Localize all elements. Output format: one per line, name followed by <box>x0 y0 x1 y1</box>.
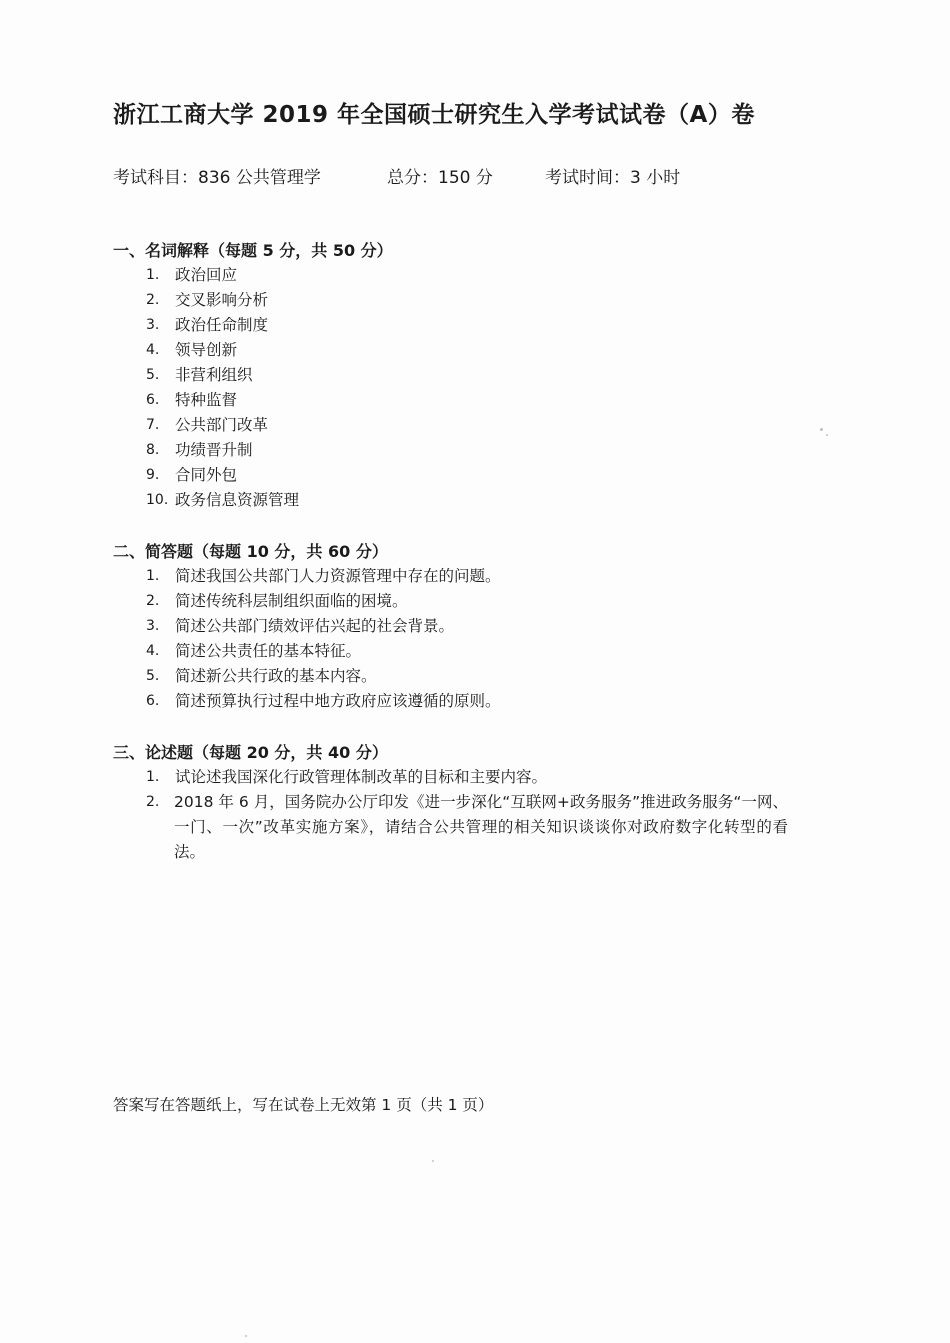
section-short-answer <box>113 539 813 714</box>
question-item <box>113 790 813 865</box>
question-number: 3. <box>146 317 160 333</box>
question-number: 10. <box>146 492 169 508</box>
question-item <box>113 413 813 438</box>
scan-speck <box>245 1335 247 1337</box>
question-text: 政务信息资源管理 <box>175 491 300 509</box>
question-number: 1. <box>146 769 160 785</box>
question-number: 1. <box>146 267 160 283</box>
question-number: 4. <box>146 643 160 659</box>
question-number: 8. <box>146 442 160 458</box>
scan-speck <box>826 434 828 436</box>
scan-speck <box>432 1160 434 1162</box>
question-text: 简述新公共行政的基本内容。 <box>175 667 377 685</box>
question-item <box>113 463 813 488</box>
exam-subject: 考试科目：836 公共管理学 <box>113 168 321 188</box>
section-essay <box>113 740 813 865</box>
question-item <box>113 639 813 664</box>
question-number: 2. <box>146 593 160 609</box>
question-number: 6. <box>146 392 160 408</box>
question-item <box>113 438 813 463</box>
question-number: 2. <box>146 292 160 308</box>
question-number: 2. <box>146 794 160 810</box>
question-item <box>113 765 813 790</box>
question-item <box>113 288 813 313</box>
question-text: 简述传统科层制组织面临的困境。 <box>175 592 408 610</box>
question-text: 政治任命制度 <box>175 316 269 334</box>
question-number: 3. <box>146 618 160 634</box>
question-item <box>113 388 813 413</box>
question-list <box>113 765 813 865</box>
section-term-definitions <box>113 238 813 513</box>
question-number: 5. <box>146 367 160 383</box>
question-item <box>113 664 813 689</box>
question-text: 简述公共责任的基本特征。 <box>175 642 362 660</box>
question-number: 4. <box>146 342 160 358</box>
question-item <box>113 263 813 288</box>
exam-duration: 考试时间：3 小时 <box>545 168 681 188</box>
section-heading: 一、名词解释（每题 5 分，共 50 分） <box>113 241 393 260</box>
question-text: 领导创新 <box>175 341 238 359</box>
page-footer: 答案写在答题纸上，写在试卷上无效第 1 页（共 1 页） <box>113 1096 494 1114</box>
scan-speck <box>820 428 823 431</box>
question-text: 公共部门改革 <box>175 416 269 434</box>
question-item <box>113 338 813 363</box>
question-item <box>113 589 813 614</box>
exam-total-score: 总分：150 分 <box>387 168 493 188</box>
question-number: 7. <box>146 417 160 433</box>
question-number: 5. <box>146 668 160 684</box>
question-item <box>113 363 813 388</box>
question-text: 2018 年 6 月，国务院办公厅印发《进一步深化“互联网+政务服务”推进政务服务“一网、一门、一次”改革实施方案》，请结合公共管理的相关知识谈谈你对政府数字化转型的看法。 <box>174 793 788 861</box>
question-item <box>113 689 813 714</box>
page-title: 浙江工商大学 2019 年全国硕士研究生入学考试试卷（A）卷 <box>113 102 755 128</box>
question-text: 简述我国公共部门人力资源管理中存在的问题。 <box>175 567 501 585</box>
section-heading: 二、简答题（每题 10 分，共 60 分） <box>113 542 388 561</box>
question-text: 功绩晋升制 <box>175 441 253 459</box>
section-heading: 三、论述题（每题 20 分，共 40 分） <box>113 743 388 762</box>
question-item <box>113 614 813 639</box>
question-list <box>113 263 813 513</box>
question-text: 简述公共部门绩效评估兴起的社会背景。 <box>175 617 455 635</box>
question-text: 交叉影响分析 <box>175 291 269 309</box>
question-item <box>113 313 813 338</box>
question-item <box>113 488 813 513</box>
question-number: 1. <box>146 568 160 584</box>
question-text: 政治回应 <box>175 266 238 284</box>
question-list <box>113 564 813 714</box>
question-text: 合同外包 <box>175 466 238 484</box>
question-item <box>113 564 813 589</box>
question-text: 试论述我国深化行政管理体制改革的目标和主要内容。 <box>175 768 548 786</box>
question-number: 6. <box>146 693 160 709</box>
question-text: 特种监督 <box>175 391 238 409</box>
question-text: 简述预算执行过程中地方政府应该遵循的原则。 <box>175 692 501 710</box>
question-text: 非营利组织 <box>175 366 253 384</box>
question-number: 9. <box>146 467 160 483</box>
